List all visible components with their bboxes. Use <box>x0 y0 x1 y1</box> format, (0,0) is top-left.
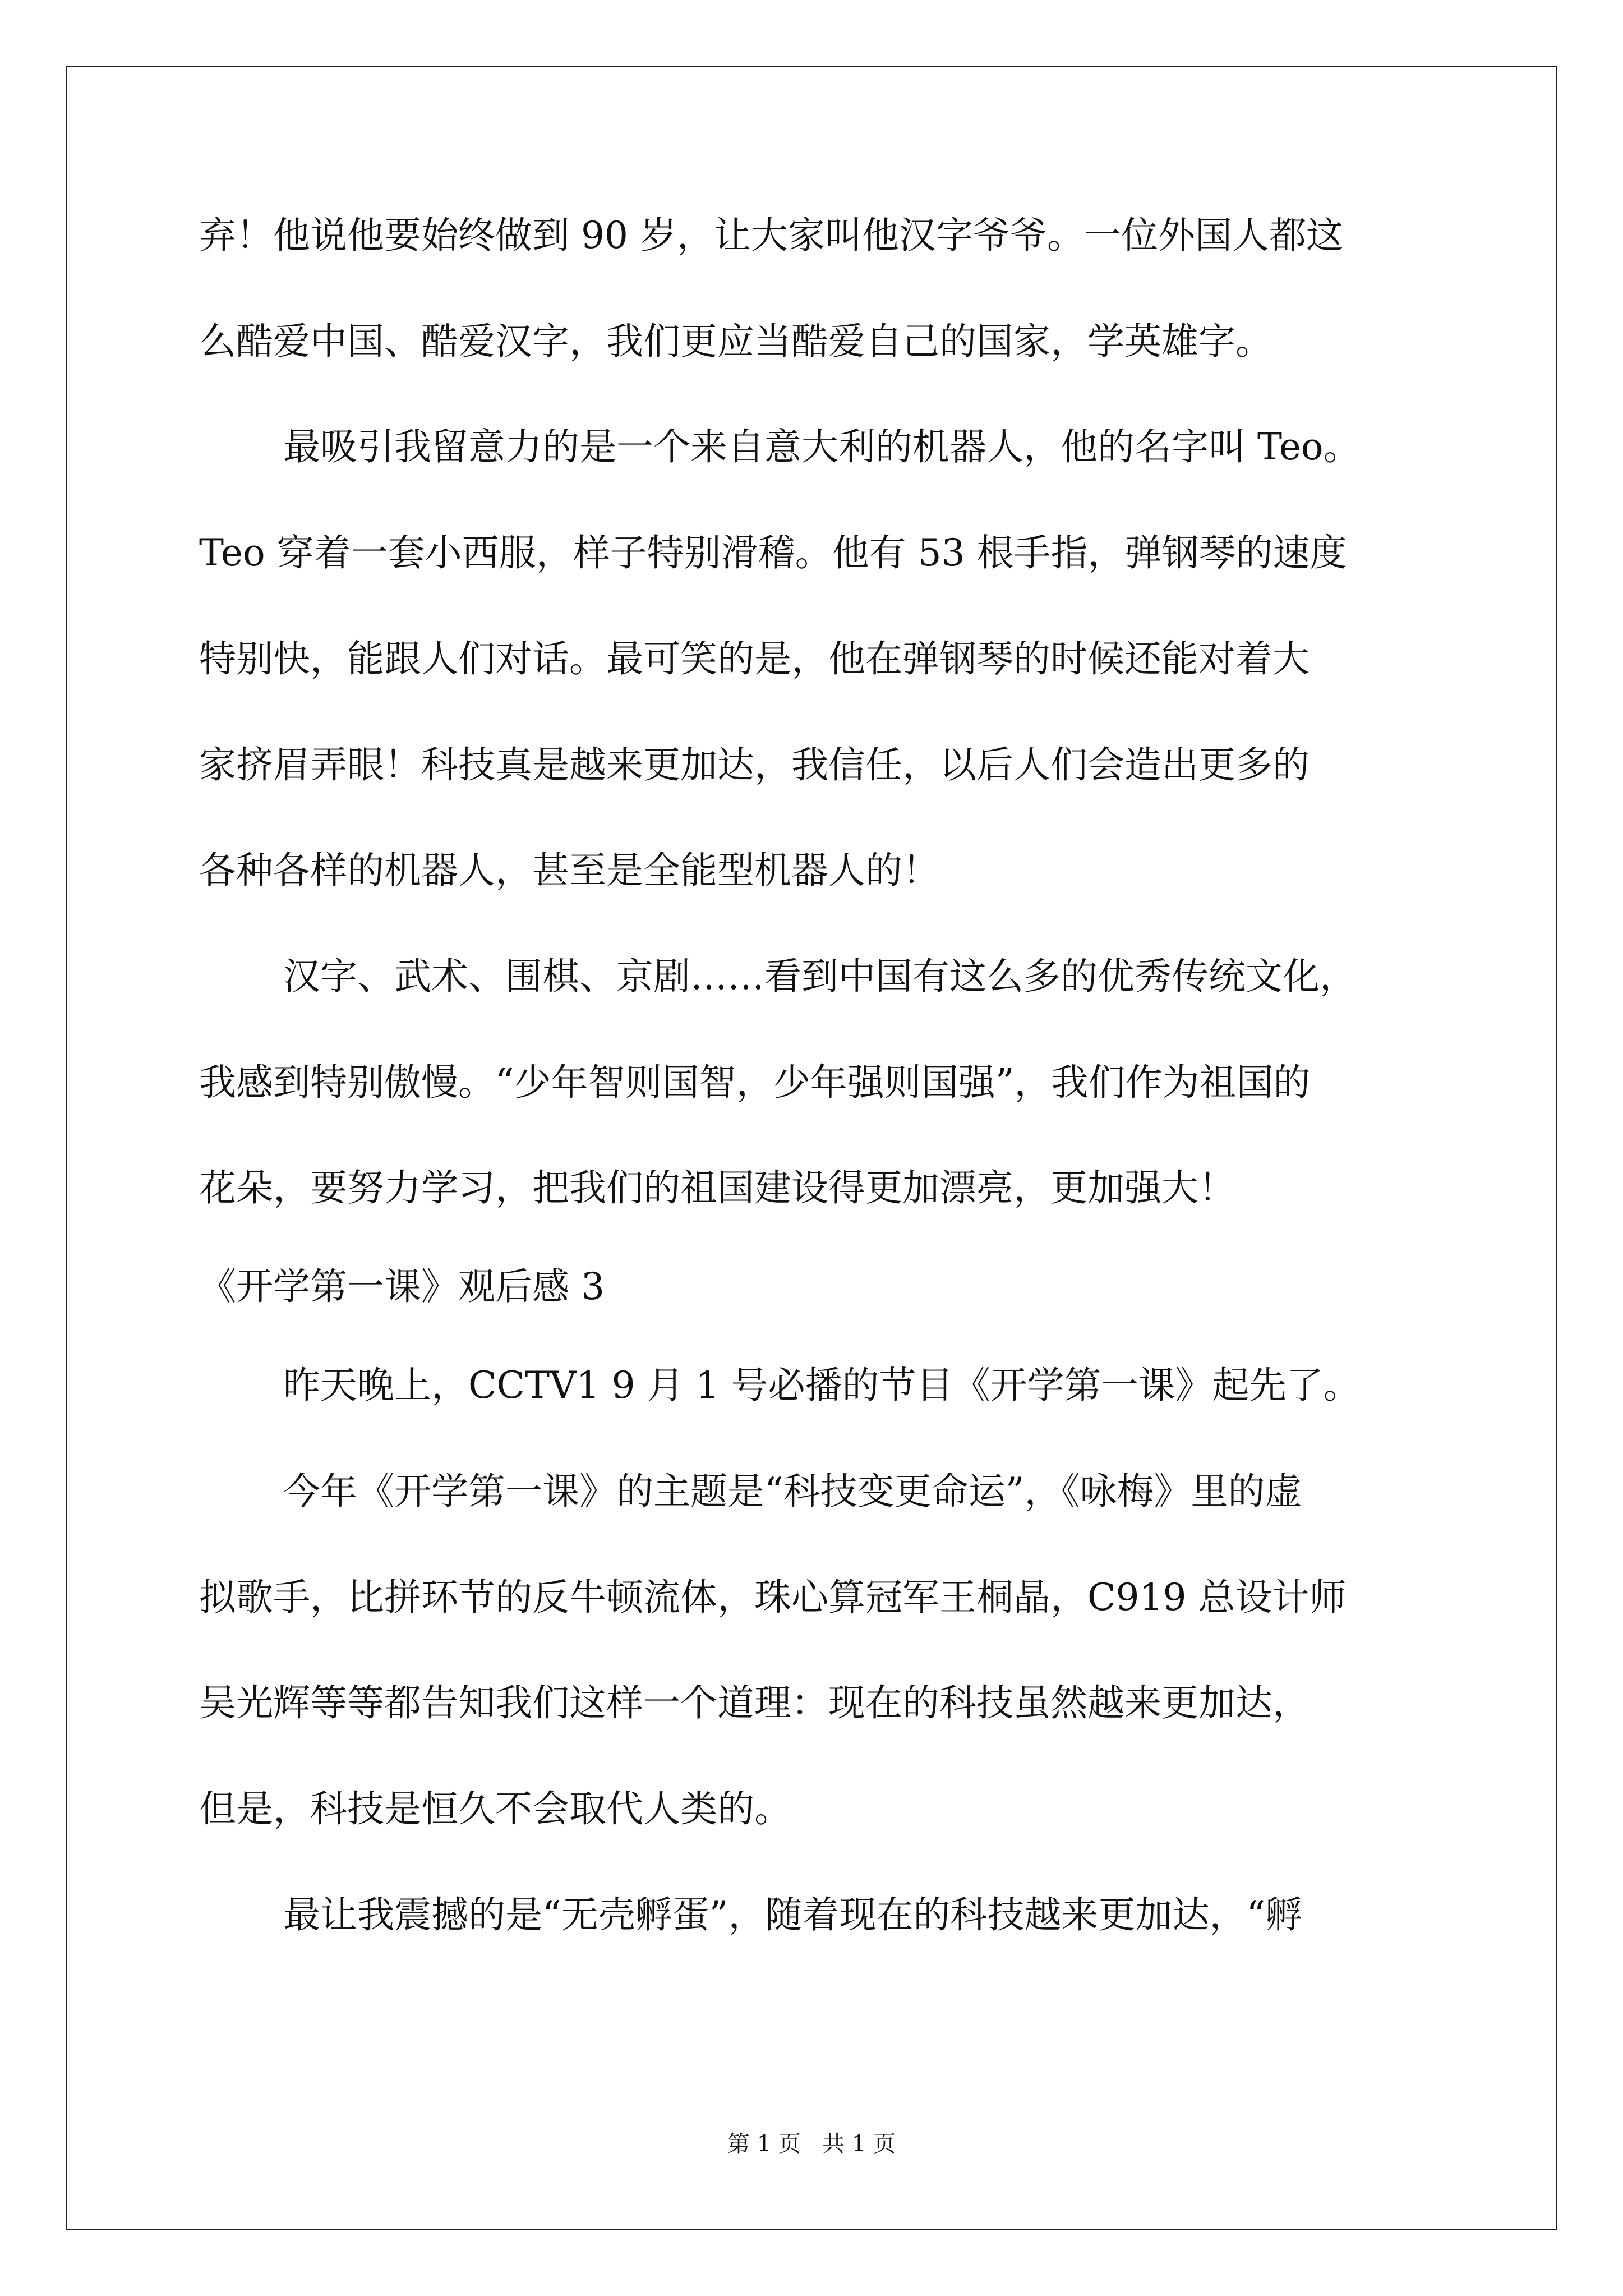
text-line-4: Teo 穿着一套小西服，样子特别滑稽。他有 53 根手指，弹钢琴的速度 <box>199 531 1347 574</box>
text-line-8: 汉字、武术、围棋、京剧……看到中国有这么多的优秀传统文化， <box>283 955 1357 998</box>
text-line-15: 吴光辉等等都告知我们这样一个道理：现在的科技虽然越来更加达， <box>199 1681 1310 1724</box>
text-line-16: 但是，科技是恒久不会取代人类的。 <box>199 1787 791 1830</box>
text-line-10: 花朵，要努力学习，把我们的祖国建设得更加漂亮，更加强大！ <box>199 1166 1235 1209</box>
text-line-5: 特别快，能跟人们对话。最可笑的是，他在弹钢琴的时候还能对着大 <box>199 637 1310 680</box>
text-line-9: 我感到特别傲慢。“少年智则国智，少年强则国强”，我们作为祖国的 <box>199 1061 1311 1104</box>
text-line-14: 拟歌手，比拼环节的反牛顿流体，珠心算冠军王桐晶，C919 总设计师 <box>199 1576 1347 1619</box>
text-line-3: 最吸引我留意力的是一个来自意大利的机器人，他的名字叫 Teo。 <box>283 425 1361 468</box>
text-line-13: 今年《开学第一课》的主题是“科技变更命运”，《咏梅》里的虚 <box>283 1470 1302 1513</box>
text-line-7: 各种各样的机器人，甚至是全能型机器人的！ <box>199 849 939 892</box>
text-line-17: 最让我震撼的是“无壳孵蛋”，随着现在的科技越来更加达，“孵 <box>283 1893 1303 1936</box>
section-heading: 《开学第一课》观后感 3 <box>199 1265 605 1308</box>
text-line-12: 昨天晚上，CCTV1 9 月 1 号必播的节目《开学第一课》起先了。 <box>283 1364 1361 1407</box>
text-line-2: 么酷爱中国、酷爱汉字，我们更应当酷爱自己的国家，学英雄字。 <box>199 320 1272 363</box>
text-line-1: 弃！他说他要始终做到 90 岁，让大家叫他汉字爷爷。一位外国人都这 <box>199 214 1343 257</box>
text-line-6: 家挤眉弄眼！科技真是越来更加达，我信任，以后人们会造出更多的 <box>199 743 1310 786</box>
page-footer: 第 1 页 共 1 页 <box>727 2131 896 2157</box>
